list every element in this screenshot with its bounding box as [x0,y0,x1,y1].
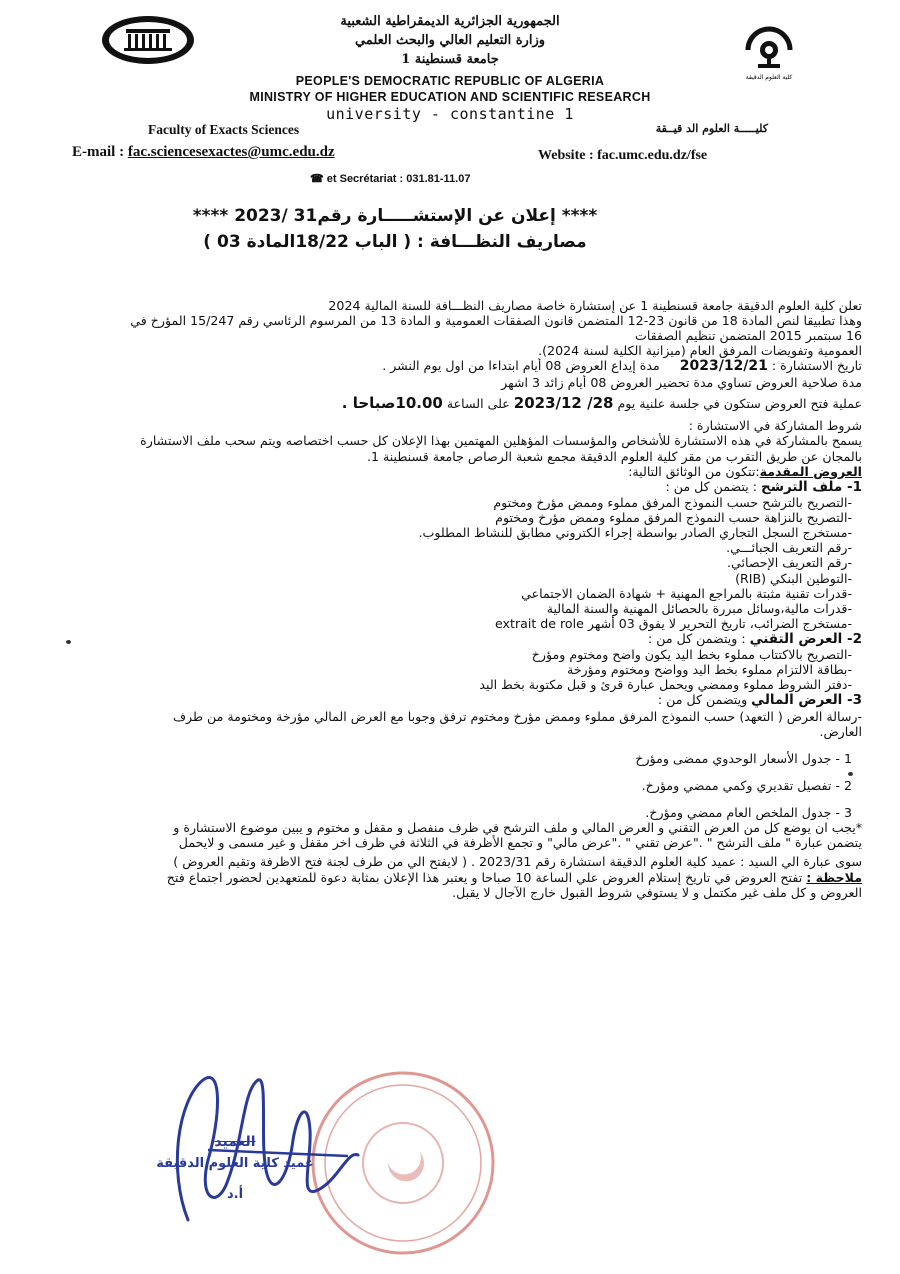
email-line [72,144,335,161]
envelope-line-2: يتضمن عبارة " ملف الترشح " ."عرض تقني " ."عرض مالي" و تجمع الأظرفة في الثلاثة في ظرف اخر مقفل و غير مسمى و لايحمل [178,835,862,851]
website-line: Website : fac.umc.edu.dz/fse [538,148,708,163]
list-item: -التصريح بالترشح حسب النموذج المرفق مملوء وممض مؤرخ ومختوم [493,494,852,510]
intro-line-4: العمومية وتفويضات المرفق العام (ميزانية الكلية لسنة 2024). [538,343,862,359]
note-line-2: العروض و كل ملف غير مكتمل و لا يستوفي شروط القبول خارج الآجال لا يقبل. [452,884,862,900]
list-item: 2 - تفصيل تقديري وكمي ممضي ومؤرخ. [641,777,852,793]
list-item: -التصريح بالنزاهة حسب النموذج المرفق مملوء وممض مؤرخ ومختوم [495,510,852,526]
ministry-ar: وزارة التعليم العالي والبحث العلمي [354,33,546,48]
faculty-ar: كليـــــة العلوم الد قيــقة [655,122,768,135]
section-3-rest: ويتضمن كل من : [657,692,748,708]
signature-title: العميد [214,1134,256,1150]
faculty-logo-caption: كلية العلوم الدقيقة [745,74,793,81]
intro-line-1: تعلن كلية العلوم الدقيقة جامعة قسنطينة 1 عن إستشارة خاصة مصاريف النظـــافة للسنة المالية 2024 [328,298,862,313]
university-seal-logo [100,14,196,66]
intro-line-2: وهذا تطبيقا لنص المادة 18 من قانون 23-12 المتضمن قانون الصفقات العمومية و المادة 13 من المرسوم الرئاسي رقم 15/247 المؤرخ في [130,313,862,329]
date-value: 2023/12/21 [679,358,768,375]
section-1-title: 1- ملف الترشح [761,478,862,495]
scan-speck [848,772,853,776]
phone-icon: ☎ [310,173,324,185]
note-text-1: تفتح العروض في تاريخ إستلام العروض علي الساعة 10 صباحا و يعتبر هذا الإعلان بمثابة دعوة للمتعهدين لحضور اجتماع فتح [166,869,803,885]
note-label: ملاحظة : [806,869,862,885]
announcement-title: **** إعلان عن الإستشـــــارة رقم31 /2023 **** [192,206,598,226]
section-1-heading [40,479,862,495]
list-item: -التصريح بالاكتتاب مملوء بخط اليد يكون واضح ومختوم ومؤرخ [531,647,852,663]
intro-line-3: 16 سبتمبر 2015 المتضمن تنظيم الصفقات [634,328,862,344]
announcement-subtitle: مصاريف النظـــافة : ( الباب 18/22المادة 03 ) [203,232,587,252]
section-2-title: 2- العرض التقني [749,630,862,647]
faculty-en: Faculty of Exacts Sciences [148,122,300,137]
opening-text: عملية فتح العروض ستكون في جلسة علنية يوم [617,396,862,412]
conditions-title: شروط المشاركة في الاستشارة : [688,418,862,434]
ministry-en: MINISTRY OF HIGHER EDUCATION AND SCIENTIFIC RESEARCH [249,90,651,104]
opening-time: 10.00صباحا . [341,394,443,413]
section-2-heading [40,631,862,647]
announcement-body [40,298,862,900]
list-item: -قدرات تقنية مثبتة بالمراجع المهنية + شهادة الضمان الاجتماعي [521,585,852,601]
republic-ar: الجمهورية الجزائرية الديمقراطية الشعبية [340,14,560,29]
opening-date: 28/ 2023/12 [513,394,614,413]
date-line [40,358,862,375]
envelope-line-3: سوى عبارة الي السيد : عميد كلية العلوم الدقيقة استشارة رقم 2023/31 . ( لايفتح الي من طرف لجنة فتح الاظرفة وتقيم العروض ) [173,854,862,870]
list-item: -قدرات مالية،وسائل مبررة بالحصائل المهنية والسنة المالية [546,600,852,616]
contact-text: et Secrétariat : 031.81-11.07 [326,173,471,185]
list-item: -مستخرج الضرائب، تاريخ التحرير لا يفوق 03 أشهر extrait de role [495,615,852,631]
offer-letter-line-2: العارض. [819,723,862,739]
republic-en: PEOPLE'S DEMOCRATIC REPUBLIC OF ALGERIA [295,74,605,88]
section-3-heading [40,692,862,708]
section-2-rest: : ويتضمن كل من : [648,630,746,646]
opening-time-label: على الساعة [446,396,510,412]
validity-line: مدة صلاحية العروض تساوي مدة تحضير العروض 08 أيام زائد 3 اشهر [501,375,862,391]
contact-line [310,172,470,185]
list-item: -دفتر الشروط مملوء وممضي ويحمل عبارة قرئ و قبل مكتوبة بخط اليد [479,677,852,693]
envelope-line-1: *يجب ان يوضع كل من العرض التقني و العرض المالي و ملف الترشح في ظرف منفصل و مقفل و مختوم و يبين موضوع الاستشارة و [173,820,862,836]
section-3-title: 3- العرض المالي [751,692,862,709]
deposit-text: مدة إيداع العروض 08 أيام ابتداءا من اول يوم النشر . [382,358,660,374]
signature-name: أ.د [226,1187,244,1202]
section-1-rest: : يتضمن كل من : [665,478,758,494]
list-item: 1 - جدول الأسعار الوحدوي ممضى ومؤرخ [635,750,852,766]
list-item: 3 - جدول الملخص العام ممضي ومؤرخ. [645,805,852,821]
note-line-1 [40,870,862,885]
email-link[interactable]: fac.sciencesexactes@umc.edu.dz [127,144,335,160]
university-en: university - constantine 1 [326,105,574,123]
handwritten-signature [148,1060,388,1230]
date-label: تاريخ الاستشارة : [771,358,862,374]
offers-heading [40,464,862,479]
section-3-list [40,751,852,820]
signature-office: عميد كلية العلوم الدقيقة [156,1156,314,1171]
offers-title: العروض المقدمة [759,463,862,479]
section-2-list [40,647,852,692]
offers-rest: :تتكون من الوثائق التالية: [628,463,760,479]
offer-letter-line: -رسالة العرض ( التعهد) حسب النموذج المرفق مملوء وممض مؤرخ ومختوم ترفق وجوبا مع العرض المالي مؤرخة ومختومة من طرف [172,708,862,724]
conditions-line-1: يسمح بالمشاركة في هذه الاستشارة للأشخاص والمؤسسات المؤهلين المهتمين بهذا الإعلان كل حسب اختصاصه ويتم سحب ملف الاستشارة [140,433,862,449]
section-1-list [40,495,852,631]
list-item: -رقم التعريف الجبائـــي. [726,540,852,556]
list-item: -بطاقة الالتزام مملوء بخط اليد وواضح ومختوم ومؤرخة [566,662,852,678]
opening-line [40,394,862,412]
email-label: E-mail : [72,144,128,160]
conditions-line-2: بالمجان عن طريق التقرب من مقر كلية العلوم الدقيقة مجمع شعبة الرصاص جامعة قسنطينة 1. [366,448,862,464]
scan-speck [66,640,71,644]
list-item: -التوطين البنكي (RIB) [735,570,852,586]
list-item: -مستخرج السجل التجاري الصادر بواسطة إجراء الكتروني مطابق للنشاط المطلوب. [418,525,852,541]
list-item: -رقم التعريف الإحصائي. [727,555,852,571]
university-ar: جامعة قسنطينة 1 [401,52,499,67]
